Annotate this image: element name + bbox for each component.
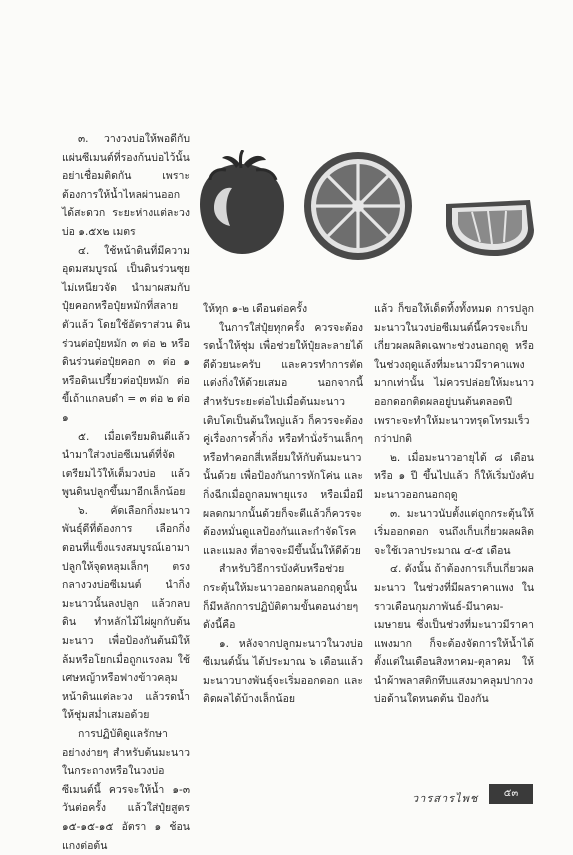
paragraph: ๑. หลังจากปลูกมะนาวในวงบ่อซีเมนต์นั้น ได้ประมาณ ๖ เดือนแล้ว มะนาวบางพันธุ์จะเริ่มออกดอก และติดผลได้บ้างเล็กน้อย bbox=[203, 637, 363, 706]
paragraph: ให้ทุก ๑-๒ เดือนต่อครั้ง bbox=[203, 303, 308, 315]
paragraph: ๔. ใช้หน้าดินที่มีความอุดมสมบูรณ์ เป็นดินร่วนซุยไม่เหนียวจัด นำมาผสมกับปุ๋ยคอกหรือปุ๋ยหมักที่สลายตัวแล้ว โดยใช้อัตราส่วน ดินร่วนต่อปุ๋ยหมัก ๓ ต่อ ๒ หรือ ดินร่วนต่อปุ๋ยคอก ๓ ต่อ ๑ หรือดินเปรี้ยวต่อปุ๋ยหมัก ต่อ ขี้เถ้าแกลบดำ = ๓ ต่อ ๒ ต่อ ๑ bbox=[62, 244, 190, 424]
paragraph: ในการใส่ปุ๋ยทุกครั้ง ควรจะต้องรดน้ำให้ชุ่ม เพื่อช่วยให้ปุ๋ยละลายได้ดีด้วยนะครับ และควรทำการตัดแต่งกิ่งให้ด้วยเสมอ นอกจากนี้สำหรับระยะต่อไปเมื่อต้นมะนาวเติบโตเป็นต้นใหญ่แล้ว ก็ควรจะต้องคู่เรื่องการค้ำกิ่ง หรือทำนั่งร้านเล็กๆ หรือทำคอกสี่เหลี่ยมให้กับต้นมะนาวนั้นด้วย เพื่อป้องกันการหักโค่น และกิ่งฉีกเมื่อถูกลมพายุแรง หรือเมื่อมีผลดกมากนั้นด้วยก็จะดีแล้วก็ควรจะต้องหมั่นดูแลป้องกันและกำจัดโรคและแมลง ที่อาจจะมีขึ้นนั้นให้ดีด้วย bbox=[203, 321, 363, 557]
text-column-2 bbox=[203, 300, 363, 709]
text-column-1 bbox=[62, 130, 190, 855]
paragraph: ๒. เมื่อมะนาวอายุได้ ๘ เดือน หรือ ๑ ปี ขึ้นไปแล้ว ก็ให้เริ่มบังคับมะนาวออกนอกฤดู bbox=[374, 451, 534, 501]
paragraph: ๖. คัดเลือกกิ่งมะนาวพันธุ์ดีที่ต้องการ เลือกกิ่งตอนที่แข็งแรงสมบูรณ์เอามาปลูกให้จุดหลุมเล็กๆ ตรงกลางวงบ่อซีเมนต์ นำกิ่งมะนาวนั้นลงปลูก แล้วกลบดิน ทำหลักไม้ไผ่ผูกกับต้นมะนาว เพื่อป้องกันต้นมิให้ล้มหรือโยกเมื่อถูกแรงลม ใช้เศษหญ้าหรือฟางข้าวคลุมหน้าดินแต่ละวง แล้วรดน้ำให้ชุ่มสม่ำเสมอด้วย bbox=[62, 504, 190, 722]
paragraph: สำหรับวิธีการบังคับหรือช่วยกระตุ้นให้มะนาวออกผลนอกฤดูนั้น ก็มีหลักการปฏิบัติตามขั้นตอนง่ายๆ ดังนี้คือ bbox=[203, 563, 359, 632]
paragraph: ๓. วางวงบ่อให้พอดีกับแผ่นซีเมนต์ที่รองก้นบ่อไว้นั้น อย่าเชื่อมติดกัน เพราะต้องการให้น้ำไหลผ่านออกได้สะดวก ระยะห่างแต่ละวงบ่อ ๑.๕x๒ เมตร bbox=[62, 133, 190, 238]
citrus-slice-icon bbox=[304, 152, 412, 260]
fruit-illustrations bbox=[196, 150, 542, 260]
wedge-icon bbox=[446, 200, 534, 256]
page-number: ๕๓ bbox=[489, 784, 533, 804]
paragraph: ๔. ดังนั้น ถ้าต้องการเก็บเกี่ยวผลมะนาว ในช่วงที่มีผลราคาแพง ในราวเดือนกุมภาพันธ์-มีนาคม-เมษายน ซึ่งเป็นช่วงที่มะนาวมีราคาแพงมาก ก็จะต้องจัดการให้น้ำได้ตั้งแต่ในเดือนสิงหาคม-ตุลาคม ให้นำผ้าพลาสติกทึบแสงมาคลุมปากวงบ่อด้านใดหนดต้น ป้องกัน bbox=[374, 563, 534, 706]
text-column-3 bbox=[374, 300, 534, 709]
tomato-icon bbox=[200, 150, 284, 254]
paragraph: ๓. มะนาวนับตั้งแต่ถูกกระตุ้นให้เริ่มออกดอก จนถึงเก็บเกี่ยวผลผลิต จะใช้เวลาประมาณ ๔-๕ เดือน bbox=[374, 507, 534, 557]
paragraph: แล้ว ก็ขอให้เด็ดทิ้งทั้งหมด การปลูกมะนาวในวงบ่อซีเมนต์นี้ควรจะเก็บเกี่ยวผลผลิตเฉพาะช่วงนอกฤดู หรือในช่วงฤดูแล้งที่มะนาวมีราคาแพงมากเท่านั้น ไม่ควรปล่อยให้มะนาวออกดอกติดผลอยู่บนต้นตลอดปี เพราะจะทำให้มะนาวทรุดโทรมเร็วกว่าปกติ bbox=[374, 303, 534, 446]
paragraph: ๕. เมื่อเตรียมดินดีแล้วนำมาใส่วงบ่อซีเมนต์ที่จัดเตรียมไว้ให้เต็มวงบ่อ แล้วพูนดินปลูกขึ้นมาอีกเล็กน้อย bbox=[62, 430, 190, 499]
paragraph: การปฏิบัติดูแลรักษาอย่างง่ายๆ สำหรับต้นมะนาวในกระถางหรือในวงบ่อซีเมนต์นี้ ควรจะให้น้ำ ๑-๓ วันต่อครั้ง แล้วใส่ปุ๋ยสูตร ๑๕-๑๕-๑๕ อัตรา ๑ ช้อนแกงต่อต้น bbox=[62, 728, 190, 852]
magazine-name: วารสารไพช bbox=[412, 792, 479, 805]
